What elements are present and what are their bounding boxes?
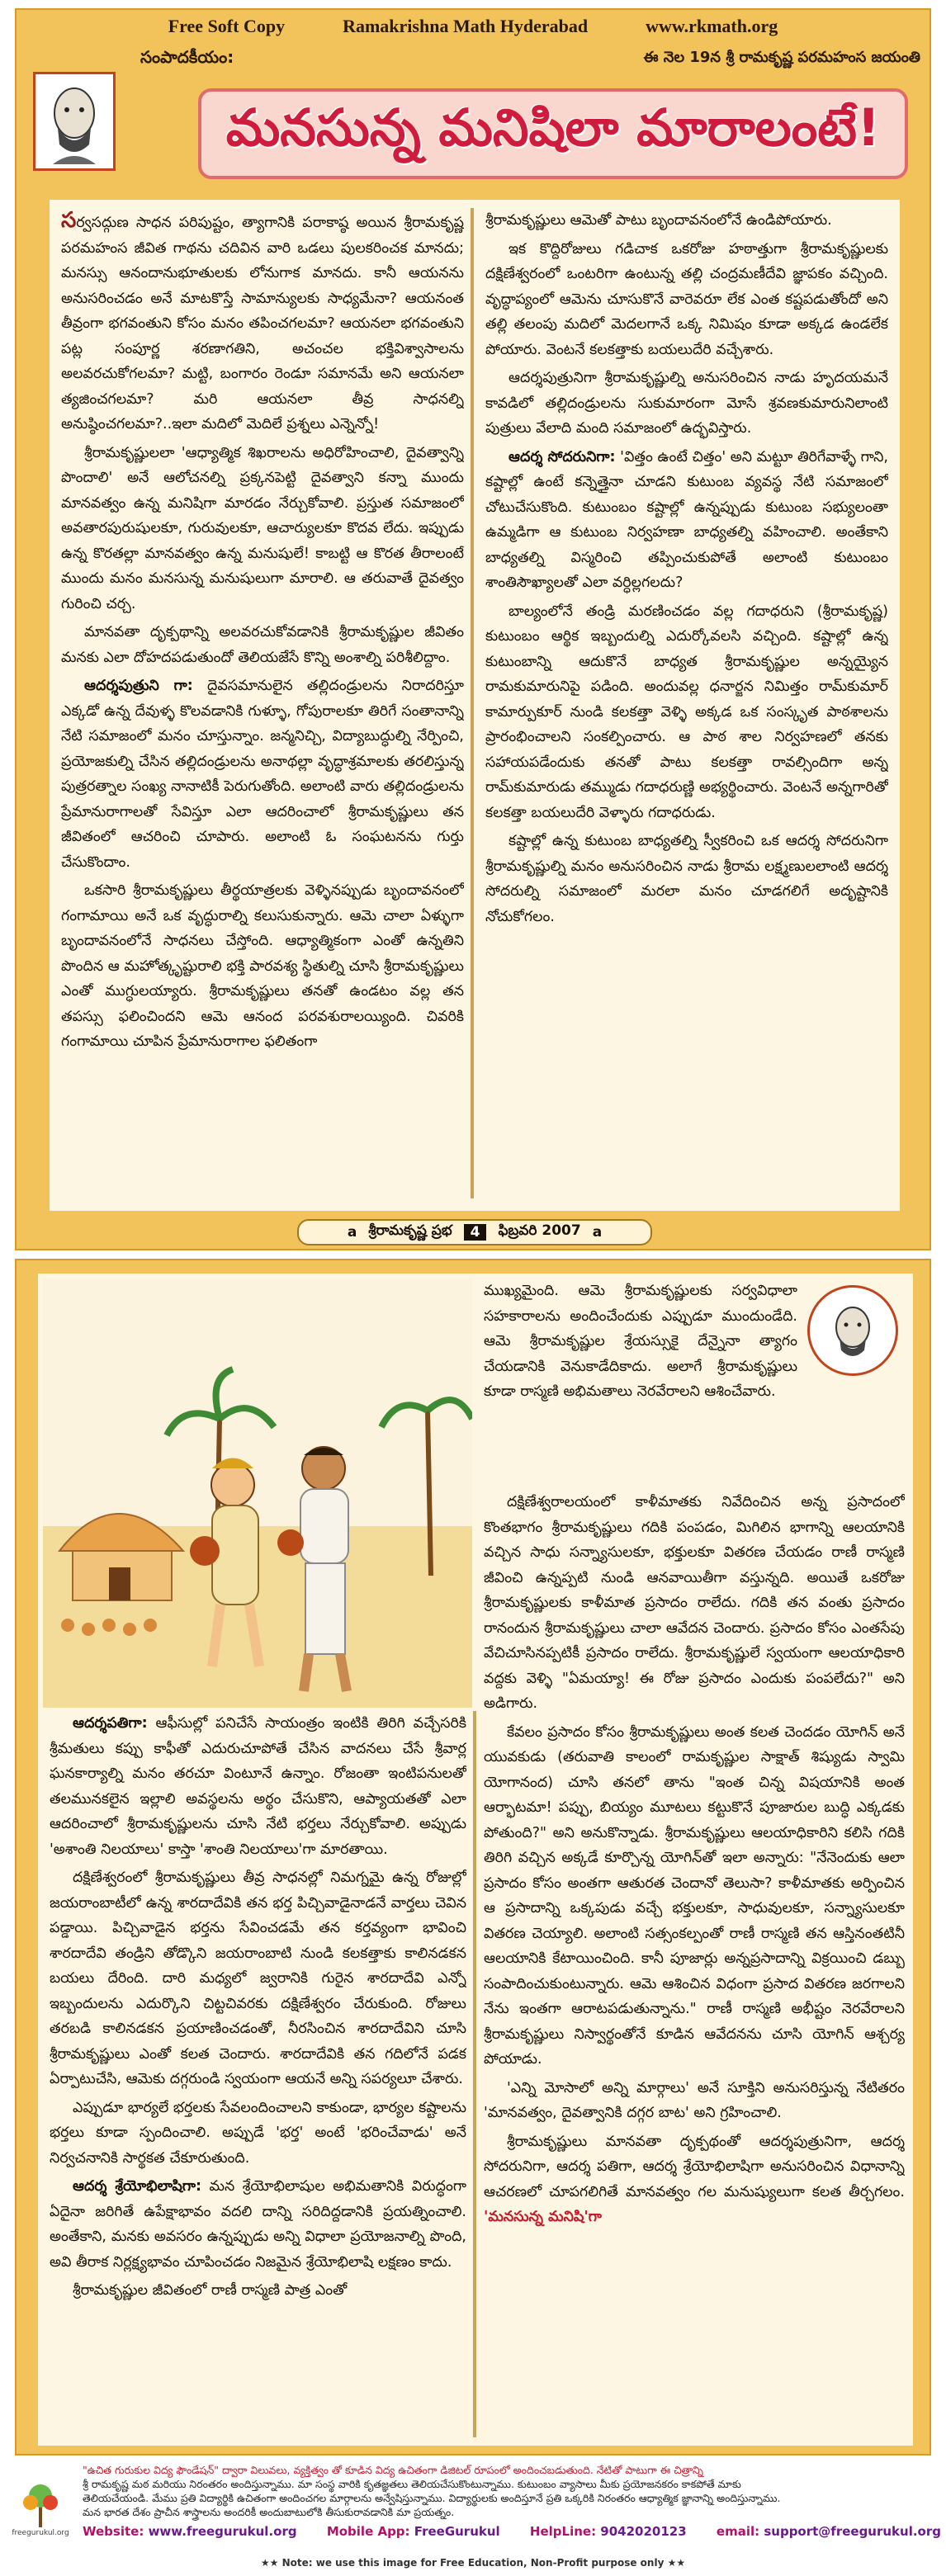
freegurukul-footer [0,2460,946,2550]
continued-text-top: ముఖ్యమైంది. ఆమె శ్రీరామకృష్ణులకు సర్వవిధాలా సహకారాలను అందించేందుకు ఎప్పుడూ ముందుండేది. ఆమె శ్రీరామకృష్ణుల శ్రేయస్సుకై దేన్నైనా త్యాగం చేయడానికి వెనుకాడేదికాదు. అలాగే శ్రీరామకృష్ణులు కూడా రాస్మణి అభిమతాలు నెరవేరాలని ఆశించేవారు. [484,1283,797,1400]
portrait-sketch-icon [820,1297,886,1364]
paragraph-text: ర్వసద్గుణ సాధన పరిపుష్టం, త్యాగానికి పరాకాష్ఠ అయిన శ్రీరామకృష్ణ పరమహంస జీవిత గాథను చదివిన వారి ఒడలు పులకరించక మానదు; మనస్సు ఆనందానుభూతులకు లోనుగాక మానదు. కానీ ఆయనను అనుసరించడం అనే మాటకొస్తే సామాన్యులకు సాధ్యమేనా? ఆయనంత తీవ్రంగా భగవంతుని కోసం మనం తపించగలమా? ఆయనలా భగవంతుని పట్ల సంపూర్ణ శరణాగతిని, అచంచల భక్తివిశ్వాసాలను అలవరచుకోగలమా? మట్టి, బంగారం రెండూ సమానమే అని ఆయనలా త్యజించగలమా? మరి ఆయనలా తీవ్ర సాధనల్ని అనుష్ఠించగలమా?..ఇలా మదిలో మెదిలే ప్రశ్నలు ఎన్నెన్నో! [61,215,464,432]
paragraph: ఎప్పుడూ భార్యలే భర్తలకు సేవలందించాలని కాకుండా, భార్యల కష్టాలను భర్తలు కూడా స్పందించాలి. అప్పుడే 'భర్త' అంటే 'భరించేవాడు' అనే నిర్వచనానికి సార్థకత చేకూరుతుంది. [50,2099,466,2167]
jayanti-note: ఈ నెల 19న శ్రీ రామకృష్ణ పరమహంస జయంతి [643,48,920,66]
section-heading: ఆదర్శ శ్రేయోభిలాషిగా: [73,2178,202,2195]
sub-header [140,46,920,71]
logo-site-text: freegurukul.org [12,2529,69,2537]
paragraph [50,2174,466,2275]
footer-page-number: 4 [464,1224,487,1241]
paragraph: ఆదర్శపుత్రునిగా శ్రీరామకృష్ణుల్ని అనుసరించిన నాడు హృదయమనే కావడిలో తల్లిదండ్రులను సుకుమారంగా మోసే శ్రవణకుమారునిలాంటి పుత్రులు వేలాది మంది సమాజంలో ఉద్భవిస్తారు. [485,370,888,437]
paragraph [50,1711,466,1862]
paragraph-text: శ్రీరామకృష్ణులు మానవతా దృక్పథంతో ఆదర్శపుత్రునిగా, ఆదర్శ సోదరునిగా, ఆదర్శ పతిగా, ఆదర్శ శ్రేయోభిలాషిగా అనుసరించిన విధానాన్ని ఆచరణలో చూపగలిగితే మానవత్వం గల మనుష్యులుగా కలత తీర్చగలం. [484,2133,905,2200]
column-divider [473,1711,476,2437]
magazine-page-2 [15,1259,931,2455]
email-contact [717,2524,941,2544]
usage-disclaimer: ★★ Note: we use this image for Free Education, Non-Profit purpose only ★★ [260,2557,686,2569]
page-header [17,10,929,43]
website-link[interactable]: www.freegurukul.org [148,2524,297,2539]
app-name: FreeGurukul [414,2524,500,2539]
paragraph: ఒకసారి శ్రీరామకృష్ణులు తీర్థయాత్రలకు వెళ్ళినప్పుడు బృందావనంలో గంగామాయి అనే ఒక వృద్ధురాల్ని కలుసుకున్నారు. ఆమె చాలా ఏళ్ళుగా బృందావనంలోనే సాధనలు చేస్తోంది. ఆధ్యాత్మికంగా ఎంతో ఉన్నతిని పొందిన ఆ మహోత్కృష్టురాలి భక్తి పారవశ్య స్థితుల్ని చూసి శ్రీరామకృష్ణులు ఎంతో ముగ్ధులయ్యారు. శ్రీరామకృష్ణులు తనతో ఉండటం వల్ల తన తపస్సు ఫలించిందని ఆమె ఆనంద పరవశురాలయ్యింది. చివరికి గంగామాయి చూపిన ప్రేమానురాగాల ఫలితంగా [61,882,464,1050]
paragraph [61,674,464,875]
illustration-two-men-walking [43,1279,472,1708]
column-divider [471,208,474,1198]
paragraph-text: 'విత్తం ఉంటే చిత్తం' అని మట్టూ తిరిగేవాళ్ళే గాని, కష్టాల్లో ఉంటే కన్నెత్తైనా చూడని కుటుంబ వ్యవస్థ నేటి సమాజంలో చోటుచేసుకొంది. కుటుంబం కష్టాల్లో ఉన్నప్పుడు కుటుంబ సభ్యులంతా ఉమ్మడిగా ఆ కుటుంబ నిర్వహణా బాధ్యతల్ని వహించాలి. అంతేకాని బాధ్యతల్ని విస్మరించి తప్పించుకుపోతే అలాంటి కుటుంబం శాంతిసౌఖ్యాలతో ఎలా వర్ధిల్లగలదు? [485,448,888,591]
paragraph: ఇక కొద్దిరోజులు గడిచాక ఒకరోజు హఠాత్తుగా శ్రీరామకృష్ణులకు దక్షిణేశ్వరంలో ఒంటరిగా ఉంటున్న తల్లి చంద్రమణీదేవి జ్ఞాపకం వచ్చింది. వృద్ధాప్యంలో ఆమెను చూసుకొనే వారెవరూ లేక ఎంత కష్టపడుతోందో అని తల్లి తలంపు మదిలో మెదలగానే ఒక్క నిమిషం కూడా అక్కడ ఉండలేక పోయారు. వెంటనే కలకత్తాకు బయలుదేరి వచ్చేశారు. [485,240,888,358]
tree-logo-icon [16,2479,65,2529]
page-footer [297,1219,652,1245]
email-label: email: [716,2524,760,2539]
paragraph: దక్షిణేశ్వరాలయంలో కాళీమాతకు నివేదించిన అన్న ప్రసాదంలో కొంతభాగం శ్రీరామకృష్ణులు గదికి పంపడం, మిగిలిన భాగాన్ని ఆలయానికి వచ్చిన సాధు సన్న్యాసులకూ, భక్తులకూ వితరణ చేయడం రాణీ రాస్మణి జీవించి ఉన్నప్పటి నుండి ఆనవాయితీగా వస్తున్నది. అయితే ఒకరోజు శ్రీరామకృష్ణులకు కాళీమాత ప్రసాదం రాలేదు. గదికి తన వంతు ప్రసాదం రానందున శ్రీరామకృష్ణులు చాలా ఆవేదన చెందారు. ప్రసాదం కోసం ఎంతసేపు వేచిచూసినప్పటికీ ప్రసాదం రాలేదు. శ్రీరామకృష్ణులే స్వయంగా ఆలయాధికారి వద్దకు వెళ్ళి "ఏమయ్యా! ఈ రోజు ప్రసాదం ఎందుకు పంపలేదు?" అని అడిగారు. [484,1494,905,1712]
magazine-page-1 [15,8,931,1250]
paragraph-text: మన శ్రేయోభిలాషుల అభిమతానికి విరుద్ధంగా ఏదైనా జరిగితే ఉపేక్షాభావం వదలి దాన్ని సరిదిద్దడానికి ప్రయత్నించాలి. అంతేకాని, మనకు అవసరం ఉన్నప్పుడు అన్ని విధాలా ప్రయోజనాల్ని పొంది, అవి తీరాక నిర్లక్ష్యభావం చూపించడం నిజమైన శ్రేయోభిలాషి లక్షణం కాదు. [50,2178,466,2271]
paragraph: కేవలం ప్రసాదం కోసం శ్రీరామకృష్ణులు అంత కలత చెందడం యోగిన్ అనే యువకుడు (తరువాతి కాలంలో రామకృష్ణుల సాక్షాత్ శిష్యుడు స్వామి యోగానంద) చూసి తనలో తాను "ఇంత చిన్న విషయానికి అంత ఆర్భాటమా! పప్పు, బియ్యం మూటలు కట్టుకొనే పూజారుల బుద్ధి ఎక్కడకు పోతుంది?" అని అనుకొన్నాడు. శ్రీరామకృష్ణులు ఆలయాధికారిని కలిసి గదికి తిరిగి వచ్చిన అక్కడే కూర్చొన్న యోగిన్‌తో ఇలా అన్నారు: "నేనెందుకు ఆలా ప్రసాదం కోసం అంతగా ఆతురత చెందానో తెలుసా? కాళీమాతకు అర్పించిన ఆ ప్రసాదాన్ని ఒక్కపుడు వచ్చే భక్తులకూ, సాధువులకూ, సన్న్యాసులకూ వితరణ చెయ్యాలి. అలాంటి సత్సంకల్పంతో రాణీ రాస్మణి తన ఆస్తినంతటినీ ఆలయానికి కేటాయించింది. కానీ పూజార్లు అన్నప్రసాదాన్ని విక్రయించి డబ్బు సంపాదించుకుంటున్నారు. ఆమె ఆశించిన విధంగా ప్రసాద వితరణ జరగాలని నేను ఇంతగా ఆరాటపడుతున్నాను." రాణీ రాస్మణి అభీష్టం నెరవేరాలని శ్రీరామకృష్ణులు నిస్వార్థంతోనే కూడిన ఆవేదనను చూసి యోగిన్ ఆశ్చర్య పోయాడు. [484,1723,905,2068]
portrait-sketch-icon [41,78,107,164]
contact-row [83,2524,941,2544]
paragraph: 'ఎన్ని మోసాలో అన్ని మార్గాలు' అనే సూక్తిని అనుసరిస్తున్న నేటితరం 'మానవత్వం, దైవత్వానికి దగ్గర బాట' అని గ్రహించాలి. [484,2079,905,2121]
footer-magazine-name: శ్రీరామకృష్ణ ప్రభ [368,1222,452,1239]
notice-line: "ఉచిత గురుకుల విద్య ఫౌండేషన్" ద్వారా విలువలు, వ్యక్తిత్వం తో కూడిన విద్య ఉచితంగా డిజిటల్ రూపంలో అందించబడుతుంది. నేటితో పాటుగా ఈ చిత్రాన్ని [83,2464,703,2476]
paragraph: శ్రీరామకృష్ణులలా 'ఆధ్యాత్మిక శిఖరాలను అధిరోహించాలి, దైవత్వాన్ని పొందాలి' అనే ఆలోచనల్ని ప్రక్కనపెట్టి దైవత్వాని కన్నా ముందు మానవత్వం ఉన్న మనిషిగా మారడం నేర్చుకోవాలి. ప్రస్తుత సమాజంలో అవతారపురుషులకూ, గురువులకూ, ఆచార్యులకూ కొదవ లేదు. ఇప్పుడు ఉన్న కొరతల్లా మానవత్వం ఉన్న మనుషులే! కాబట్టి ఆ కొరత తీరాలంటే ముందు మనం మనసున్న మనుషులుగా మారాలి. ఆ తరువాతే దైవత్వం గురించి చర్చ. [61,444,464,612]
header-website: www.rkmath.org [646,16,778,36]
notice-line: తెలియచేయండి. మేము ప్రతి విద్యార్థికి ఉచితంగా అందించగల మార్గాలను అన్వేషిస్తున్నాము. విద్యార్థులకు అందిస్తూనే ప్రతి ఒక్కరికి నిరంతరం ఆధ్యాత్మిక జ్ఞానాన్ని అందిస్తున్నాము. [83,2492,781,2504]
app-contact [327,2524,500,2544]
section-heading: ఆదర్శపుత్రుని గా: [84,678,193,694]
email-link[interactable]: support@freegurukul.org [764,2524,941,2539]
title-banner [198,88,908,179]
foundation-notice [83,2463,941,2519]
section-heading: ఆదర్శపతిగా: [73,1715,148,1732]
notice-line: శ్రీ రామకృష్ణ మఠ మరియు నిరంతరం అందిస్తున్నాము. మా సంస్థ వారికి కృతజ్ఞతలు తెలియచేసుకొంటున్నాము. కుటుంబం వ్యాసాలు మీకు ప్రయోజనకరం కాకపోతే మాకు [83,2478,741,2490]
column-right [484,1490,905,2439]
paragraph: కష్టాల్లో ఉన్న కుటుంబ బాధ్యతల్ని స్వీకరించి ఒక ఆదర్శ సోదరునిగా శ్రీరామకృష్ణుల్ని మనం అనుసరించిన నాడు శ్రీరామ లక్ష్మణులలాంటి ఆదర్శ సోదరుల్ని సమాజంలో మరలా మనం చూడగలిగే అదృష్టానికి నోచుకోగలం. [485,833,888,925]
column-left [50,1711,466,2437]
helpline-contact [530,2524,687,2544]
article-title: మనసున్న మనిషిలా మారాలంటే! [225,97,881,158]
village-illustration [43,1279,472,1708]
paragraph: దక్షిణేశ్వరంలో శ్రీరామకృష్ణులు తీవ్ర సాధనల్లో నిమగ్నమై ఉన్న రోజుల్లో జయరాంబాటీలో ఉన్న శారదాదేవికి తన భర్త పిచ్చివాడైనాడనే వార్తలు చెవిన పడ్డాయి. పిచ్చివాడైన భర్తను సేవించడమే తన కర్తవ్యంగా భావించి శారదాదేవి తండ్రిని తోడ్కొని జయరాంబాటి నుండి కలకత్తాకు కాలినడకన బయలు దేరింది. దారి మధ్యలో జ్వరానికి గురైన శారదాదేవి ఎన్నో ఇబ్బందులను ఎదుర్కొని చిట్టచివరకు దక్షిణేశ్వరం చేరుకుంది. రోజులు తరబడి కాలినడకన ప్రయాణించడంతో, నీరసించిన శారదాదేవిని చూసి శ్రీరామకృష్ణులు ఎంతో కలత చెందారు. శారదాదేవికి తన గదిలోనే పడక ఏర్పాటుచేసి, ఆమెకు దగ్గరుండి స్వయంగా ఆయనే అన్ని సపర్యలూ చేశారు. [50,1869,466,2087]
helpline-label: HelpLine: [529,2524,597,2539]
paragraph [484,2129,905,2230]
notice-line: మన భారత దేశం ప్రాచీన శాస్త్రాలను అందరికీ అందుబాటులోకి తీసుకురావడానికి మా ప్రయత్నం. [83,2506,455,2518]
website-contact [83,2524,297,2544]
app-label: Mobile App: [326,2524,410,2539]
closing-phrase: 'మనసున్న మనిషి'గా [484,2209,602,2225]
paragraph: శ్రీరామకృష్ణుల జీవితంలో రాణీ రాస్మణి పాత్ర ఎంతో [73,2282,348,2299]
footer-marker-left: a [347,1224,357,1241]
paragraph: బాల్యంలోనే తండ్రి మరణించడం వల్ల గదాధరుని (శ్రీరామకృష్ణ) కుటుంబం ఆర్థిక ఇబ్బందుల్ని ఎదుర్కోవలసి వచ్చింది. కష్టాల్లో ఉన్న కుటుంబాన్ని ఆదుకొనే బాధ్యత శ్రీరామకృష్ణుల అన్నయ్యైన రామకుమారునిపై పడింది. అందువల్ల ధనార్జన నిమిత్తం రామ్‌కుమార్ కామార్పుకూర్ నుండి కలకత్తా వెళ్ళి అక్కడ ఒక సంస్కృత పాఠశాలను ప్రారంభించాలని సంకల్పించారు. ఆ పాఠ శాల నిర్వహణలో తనకు సహాయపడేందుకు తనతో పాటు కలకత్తా రావల్సిందిగా అన్న రామ్‌కుమారుడు తమ్ముడు గదాధరుణ్ణి అభ్యర్థించారు. వెంటనే అన్నగారితో కలకత్తా బయలుదేరి వెళ్ళారు గదాధరుడు. [485,603,888,821]
ramakrishna-portrait-small [807,1285,898,1376]
paragraph [485,445,888,596]
helpline-number: 9042020123 [600,2524,687,2539]
header-publisher: Ramakrishna Math Hyderabad [343,16,589,36]
paragraph: మానవతా దృక్పథాన్ని అలవరచుకోవడానికి శ్రీరామకృష్ణుల జీవితం మనకు ఎలా దోహదపడుతుందో తెలియజేసే కొన్ని అంశాల్ని పరిశీలిద్దాం. [61,624,464,666]
paragraph: శ్రీరామకృష్ణులు ఆమెతో పాటు బృందావనంలోనే ఉండిపోయారు. [485,212,832,229]
article-body-page2 [38,1274,913,2446]
header-free-copy: Free Soft Copy [168,16,286,36]
column-right [485,208,888,1203]
paragraph-text: దైవసమానులైన తల్లిదండ్రులను నిరాదరిస్తూ ఎక్కడో ఉన్న దేవుళ్ళ కొలవడానికి గుళ్ళూ, గోపురాలకూ తిరిగే సంతానాన్ని నేటి సమాజంలో మనం చూస్తున్నాం. జన్మనిచ్చి, విద్యాబుద్ధుల్ని నేర్పించి, ప్రయోజకుల్ని చేసిన తల్లిదండ్రులను అనాథల్లా వృద్ధాశ్రమాలకు తరలిస్తున్న పుత్రరత్నాల సంఖ్య నానాటికీ పెరుగుతోంది. అలాంటి వారు తల్లిదండ్రులను ప్రేమానురాగాలతో సేవిస్తూ ఎలా ఆదరించాలో శ్రీరామకృష్ణులు తన జీవితంలో ఆచరించి చూపారు. అలాంటి ఓ సంఘటనను గుర్తు చేసుకొందాం. [61,678,464,871]
section-heading: ఆదర్శ సోదరునిగా: [508,448,616,466]
editorial-label: సంపాదకీయం: [140,46,234,67]
website-label: Website: [83,2524,144,2539]
paragraph-text: ఆఫీసుల్లో పనిచేసే సాయంత్రం ఇంటికి తిరిగి వచ్చేసరికి శ్రీమతులు కప్పు కాఫీతో ఎదురుచూపోతే చేసిన వాదనలు చేసే శ్రీవార్ల ఘనకార్యాల్ని మనం తరచూ వింటూనే ఉన్నాం. రోజంతా ఇంటిపనులతో తలమునకలైన ఇల్లాలి అవస్థలను అర్థం చేసుకొని, ఆప్యాయతతో ఎలా ఆదరించాలో శ్రీరామకృష్ణులను చూసి నేటి భర్తలు నేర్చుకోవాలి. అప్పుడు 'అశాంతి నిలయాలు' కాస్తా 'శాంతి నిలయాలు'గా మారతాయి. [50,1715,466,1858]
column-left [61,208,464,1203]
article-body-page1 [50,200,900,1211]
footer-marker-right: a [592,1224,603,1241]
footer-date: ఫిబ్రవరి 2007 [498,1222,581,1239]
freegurukul-logo [7,2463,74,2537]
drop-cap: స [61,208,77,233]
paragraph [61,208,464,437]
ramakrishna-portrait [33,72,116,171]
